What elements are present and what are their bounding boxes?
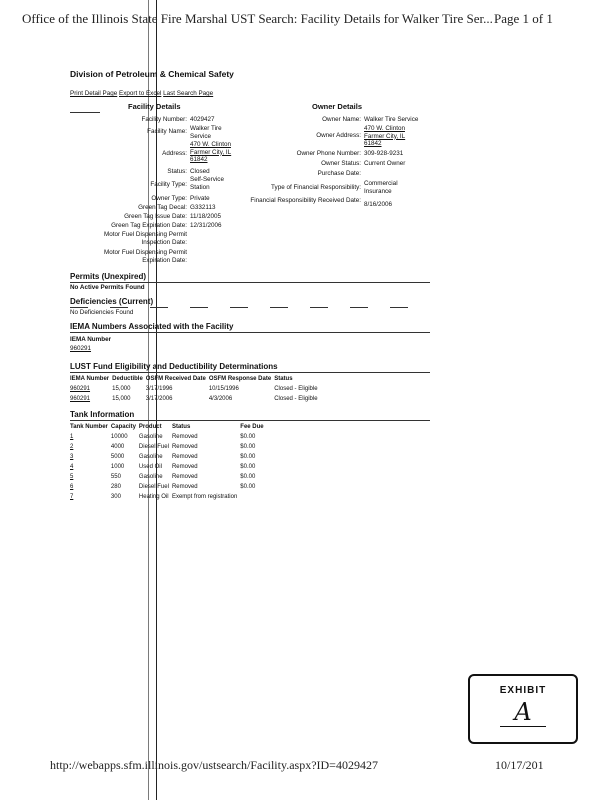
table-header-row	[70, 374, 321, 384]
table-cell: $0.00	[240, 464, 256, 470]
footer-url: http://webapps.sfm.illinois.gov/ustsearch/Facility.aspx?ID=4029427	[50, 758, 378, 772]
lust-iema-link[interactable]: 960291	[70, 396, 91, 402]
column-header: Tank Number	[70, 424, 108, 430]
table-row	[70, 462, 267, 472]
owner-name-label: Owner Name:	[322, 116, 361, 123]
table-cell: Used Oil	[138, 464, 162, 470]
tanks-table	[70, 422, 267, 502]
table-cell: 15,000	[112, 396, 131, 402]
exhibit-stamp	[468, 674, 578, 744]
facility-name-label: Facility Name:	[147, 128, 187, 135]
owner-phone-label: Owner Phone Number:	[296, 150, 361, 157]
exhibit-letter: A	[514, 698, 532, 726]
permit-inspection-label: Motor Fuel Dispensing Permit Inspection Date:	[104, 231, 187, 246]
facility-type-value: Self-Service Station	[190, 176, 224, 191]
table-cell: Removed	[171, 444, 198, 450]
last-search-link[interactable]: Last Search Page	[163, 90, 214, 97]
divider	[70, 112, 100, 113]
divider	[70, 372, 430, 373]
column-header: Status	[171, 424, 191, 430]
divider	[70, 307, 430, 308]
table-cell: 280	[110, 484, 121, 490]
facility-status-label: Status:	[167, 168, 187, 175]
page-links	[70, 90, 213, 98]
table-header-row	[70, 422, 267, 432]
table-cell: 5000	[110, 454, 125, 460]
page-header-page: Page 1 of 1	[494, 11, 553, 26]
facility-number-label: Facility Number:	[141, 116, 187, 123]
column-header: OSFM Response Date	[208, 376, 272, 382]
table-cell: Diesel Fuel	[138, 444, 169, 450]
table-row	[70, 482, 267, 492]
export-excel-link[interactable]: Export to Excel	[119, 90, 162, 97]
tank-number-link[interactable]: 5	[70, 474, 74, 480]
table-cell: 10000	[110, 434, 128, 440]
tank-number-link[interactable]: 3	[70, 454, 74, 460]
purchase-date-label: Purchase Date:	[317, 170, 361, 177]
facility-number-value: 4029427	[190, 116, 215, 123]
permit-expiration-label: Motor Fuel Dispensing Permit Expiration Date:	[104, 249, 187, 264]
tank-number-link[interactable]: 1	[70, 434, 74, 440]
table-cell: $0.00	[240, 444, 256, 450]
owner-status-value: Current Owner	[364, 160, 406, 167]
footer-date: 10/17/201	[495, 758, 544, 772]
financial-type-value: Commercial Insurance	[364, 180, 398, 195]
table-row	[70, 442, 267, 452]
table-cell: 300	[110, 494, 121, 500]
green-tag-issue-label: Green Tag Issue Date:	[124, 213, 187, 220]
tanks-heading: Tank Information	[70, 410, 135, 419]
owner-status-label: Owner Status:	[321, 160, 361, 167]
table-cell: 3/17/2006	[145, 396, 173, 402]
lust-heading: LUST Fund Eligibility and Deductibility Determinations	[70, 362, 278, 371]
table-cell: $0.00	[240, 474, 256, 480]
table-row	[70, 384, 321, 394]
table-cell: 1000	[110, 464, 125, 470]
permits-heading: Permits (Unexpired)	[70, 272, 147, 281]
green-tag-decal-label: Green Tag Decal:	[138, 204, 187, 211]
facility-address-value[interactable]: 470 W. Clinton Farmer City, IL 61842	[190, 141, 232, 163]
owner-address-value[interactable]: 470 W. Clinton Farmer City, IL 61842	[364, 125, 406, 147]
tank-number-link[interactable]: 2	[70, 444, 74, 450]
owner-phone-value: 309-928-9231	[364, 150, 404, 157]
table-row	[70, 394, 321, 404]
owner-name-value: Walker Tire Service	[364, 116, 419, 123]
table-cell: 550	[110, 474, 121, 480]
owner-type-label: Owner Type:	[151, 195, 187, 202]
table-cell: 4000	[110, 444, 125, 450]
column-header: Status	[274, 376, 293, 382]
table-row	[70, 452, 267, 462]
facility-address-label: Address:	[162, 150, 187, 157]
table-cell: Heating Oil	[138, 494, 169, 500]
table-cell: $0.00	[240, 484, 256, 490]
lust-table	[70, 374, 321, 404]
page-header-title: Office of the Illinois State Fire Marshal UST Search: Facility Details for Walker Tire Ser...	[22, 11, 493, 26]
table-cell: Removed	[171, 464, 198, 470]
divider	[70, 282, 430, 283]
column-header: Capacity	[110, 424, 136, 430]
financial-received-label: Financial Responsibility Received Date:	[250, 197, 361, 204]
table-cell: 4/3/2006	[208, 396, 233, 402]
table-cell: Removed	[171, 454, 198, 460]
owner-heading: Owner Details	[312, 102, 363, 111]
table-cell: 3/17/1996	[145, 386, 173, 392]
green-tag-expiration-label: Green Tag Expiration Date:	[111, 222, 187, 229]
financial-type-label: Type of Financial Responsibility:	[271, 184, 361, 191]
iema-heading: IEMA Numbers Associated with the Facility	[70, 322, 234, 331]
facility-status-value: Closed	[190, 168, 210, 175]
table-cell: Closed - Eligible	[274, 386, 318, 392]
tank-number-link[interactable]: 6	[70, 484, 74, 490]
table-row	[70, 492, 267, 502]
table-cell: Gasoline	[138, 454, 163, 460]
divider	[70, 420, 430, 421]
table-cell: Gasoline	[138, 474, 163, 480]
divider	[70, 332, 430, 333]
owner-type-value: Private	[190, 195, 210, 202]
table-cell: Exempt from registration	[171, 494, 238, 500]
column-header: Product	[138, 424, 162, 430]
exhibit-underline	[500, 726, 546, 727]
table-cell: $0.00	[240, 454, 256, 460]
table-cell: 10/15/1996	[208, 386, 239, 392]
lust-iema-link[interactable]: 960291	[70, 386, 91, 392]
permits-note: No Active Permits Found	[70, 284, 145, 291]
table-row	[70, 472, 267, 482]
deficiencies-note: No Deficiencies Found	[70, 309, 134, 316]
table-cell: Closed - Eligible	[274, 396, 318, 402]
facility-heading: Facility Details	[128, 102, 181, 111]
table-cell: 15,000	[112, 386, 131, 392]
division-title: Division of Petroleum & Chemical Safety	[70, 69, 234, 79]
iema-number-link[interactable]: 960291	[70, 345, 92, 352]
tank-number-link[interactable]: 4	[70, 464, 74, 470]
table-cell: Removed	[171, 434, 198, 440]
exhibit-label: EXHIBIT	[499, 685, 547, 696]
table-row	[70, 432, 267, 442]
table-cell: Removed	[171, 484, 198, 490]
table-cell: Diesel Fuel	[138, 484, 169, 490]
deficiencies-heading: Deficiencies (Current)	[70, 297, 154, 306]
green-tag-expiration-value: 12/31/2006	[190, 222, 222, 229]
financial-received-value: 8/16/2006	[364, 201, 393, 208]
column-header: OSFM Received Date	[145, 376, 206, 382]
table-cell: $0.00	[240, 434, 256, 440]
green-tag-decal-value: G332113	[190, 204, 216, 211]
table-cell	[240, 492, 266, 502]
facility-type-label: Facility Type:	[150, 181, 187, 188]
tank-number-link[interactable]: 7	[70, 494, 74, 500]
facility-name-value: Walker Tire Service	[190, 125, 222, 140]
column-header: IEMA Number	[70, 376, 110, 382]
print-detail-link[interactable]: Print Detail Page	[70, 90, 118, 97]
column-header: Deductible	[112, 376, 143, 382]
owner-address-label: Owner Address:	[316, 132, 361, 139]
iema-column-header: IEMA Number	[70, 336, 112, 343]
table-cell: Removed	[171, 474, 198, 480]
table-cell: Gasoline	[138, 434, 163, 440]
green-tag-issue-value: 11/18/2005	[190, 213, 222, 220]
column-header: Fee Due	[240, 424, 264, 430]
